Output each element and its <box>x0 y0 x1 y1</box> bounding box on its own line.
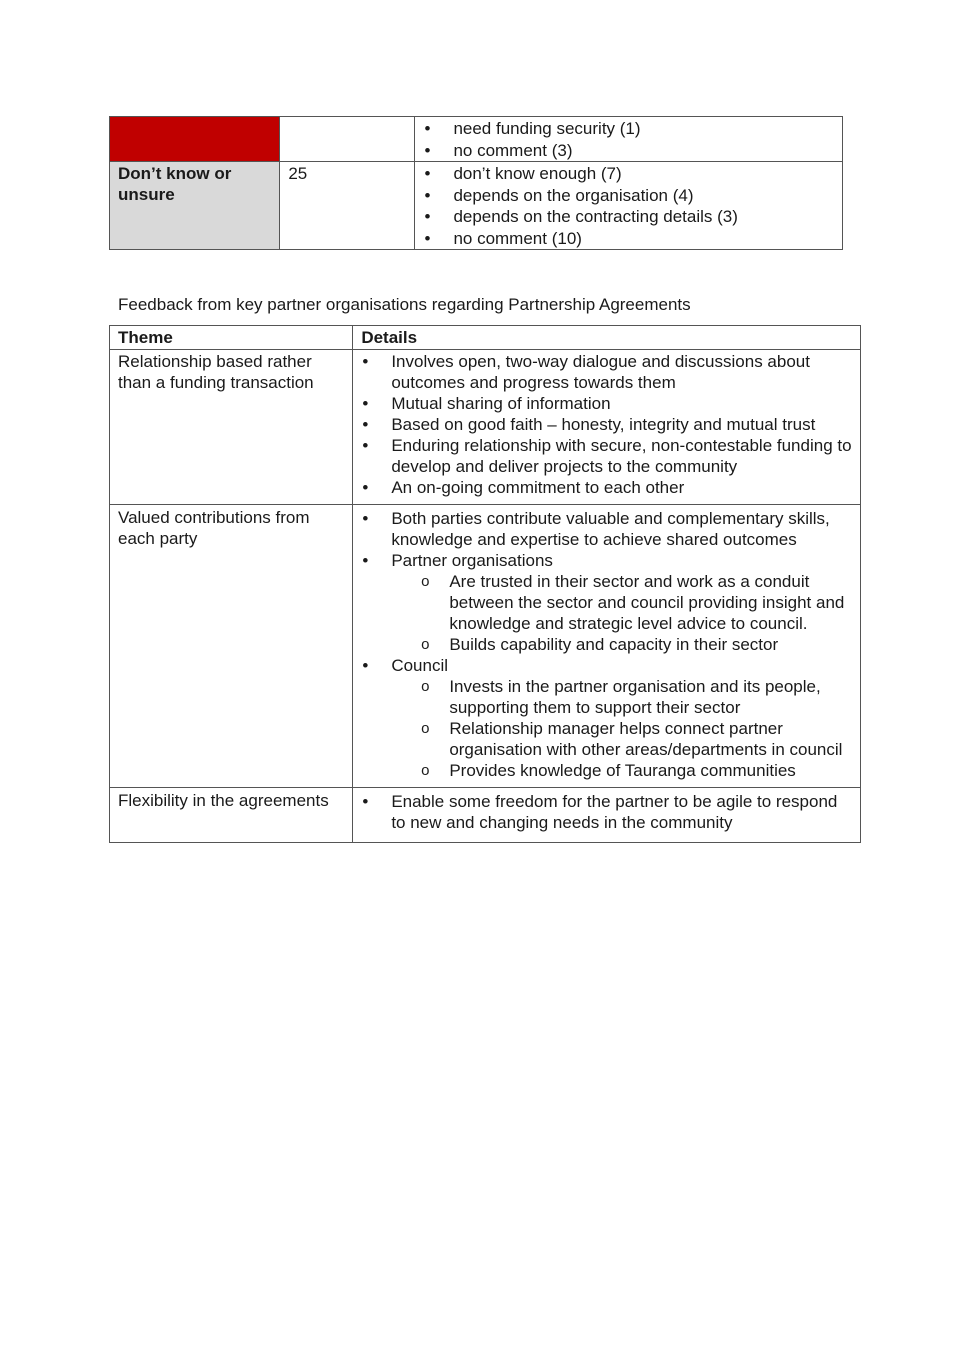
theme-cell: Flexibility in the agreements <box>110 788 353 843</box>
bullet-icon: • <box>362 415 369 434</box>
header-theme: Theme <box>110 326 353 350</box>
list-item: o Provides knowledge of Tauranga communities <box>353 760 852 781</box>
comments-cell <box>415 117 843 162</box>
count-cell: 25 <box>280 162 415 250</box>
response-label-cell: Don’t know or unsure <box>110 162 280 250</box>
list-item: • Enable some freedom for the partner to be agile to respond to new and changing needs in the community <box>353 791 852 833</box>
circle-bullet-icon: o <box>421 636 430 653</box>
list-item: o Are trusted in their sector and work as a conduit between the sector and council providing insight and knowledge and strategic level advice to council. <box>353 571 852 634</box>
bullet-icon: • <box>362 436 369 455</box>
list-item: • no comment (10) <box>415 228 842 250</box>
details-cell <box>353 350 861 505</box>
bullet-icon: • <box>362 509 369 528</box>
list-item: • Partner organisations <box>353 550 852 571</box>
theme-cell: Valued contributions from each party <box>110 505 353 788</box>
list-item: • depends on the organisation (4) <box>415 185 842 207</box>
list-item: • don’t know enough (7) <box>415 163 842 185</box>
bullet-list <box>415 163 842 249</box>
circle-bullet-icon: o <box>421 720 430 737</box>
list-item: • Mutual sharing of information <box>353 393 852 414</box>
circle-bullet-icon: o <box>421 762 430 779</box>
details-cell <box>353 505 861 788</box>
list-item: • need funding security (1) <box>415 118 842 140</box>
table-row <box>110 505 861 788</box>
feedback-table <box>109 325 861 843</box>
bullet-list <box>353 791 852 833</box>
bullet-icon: • <box>362 478 369 497</box>
list-item: • depends on the contracting details (3) <box>415 206 842 228</box>
table-row <box>110 162 843 250</box>
bullet-icon: • <box>424 185 431 205</box>
bullet-icon: • <box>362 352 369 371</box>
sub-bullet-list <box>353 571 852 655</box>
list-item: o Builds capability and capacity in their sector <box>353 634 852 655</box>
table-row <box>110 788 861 843</box>
bullet-list <box>353 351 852 498</box>
bullet-list <box>353 655 852 676</box>
bullet-icon: • <box>424 164 431 183</box>
bullet-icon: • <box>424 228 431 248</box>
table-caption: Feedback from key partner organisations regarding Partnership Agreements <box>118 295 691 314</box>
red-label-cell <box>110 117 280 162</box>
list-item: • Based on good faith – honesty, integrity and mutual trust <box>353 414 852 435</box>
bullet-icon: • <box>362 792 369 811</box>
bullet-icon: • <box>362 656 369 675</box>
header-details: Details <box>353 326 861 350</box>
list-item: • Enduring relationship with secure, non-contestable funding to develop and deliver projects to the community <box>353 435 852 477</box>
bullet-list <box>415 118 842 161</box>
list-item: • no comment (3) <box>415 140 842 162</box>
list-item: o Relationship manager helps connect partner organisation with other areas/departments in council <box>353 718 852 760</box>
count-cell <box>280 117 415 162</box>
bullet-icon: • <box>424 207 431 226</box>
theme-cell: Relationship based rather than a funding transaction <box>110 350 353 505</box>
list-item: • Both parties contribute valuable and complementary skills, knowledge and expertise to achieve shared outcomes <box>353 508 852 550</box>
bullet-icon: • <box>362 551 369 570</box>
circle-bullet-icon: o <box>421 573 430 590</box>
bullet-icon: • <box>424 119 431 138</box>
details-cell <box>353 788 861 843</box>
table-row <box>110 117 843 162</box>
bullet-icon: • <box>424 140 431 160</box>
list-item: o Invests in the partner organisation and its people, supporting them to support their sector <box>353 676 852 718</box>
sub-bullet-list <box>353 676 852 781</box>
circle-bullet-icon: o <box>421 678 430 695</box>
list-item: • Involves open, two-way dialogue and discussions about outcomes and progress towards them <box>353 351 852 393</box>
bullet-icon: • <box>362 394 369 413</box>
bullet-list <box>353 508 852 571</box>
comments-cell <box>415 162 843 250</box>
table-header-row <box>110 326 861 350</box>
list-item: • An on-going commitment to each other <box>353 477 852 498</box>
survey-response-table <box>109 116 843 250</box>
list-item: • Council <box>353 655 852 676</box>
table-row <box>110 350 861 505</box>
